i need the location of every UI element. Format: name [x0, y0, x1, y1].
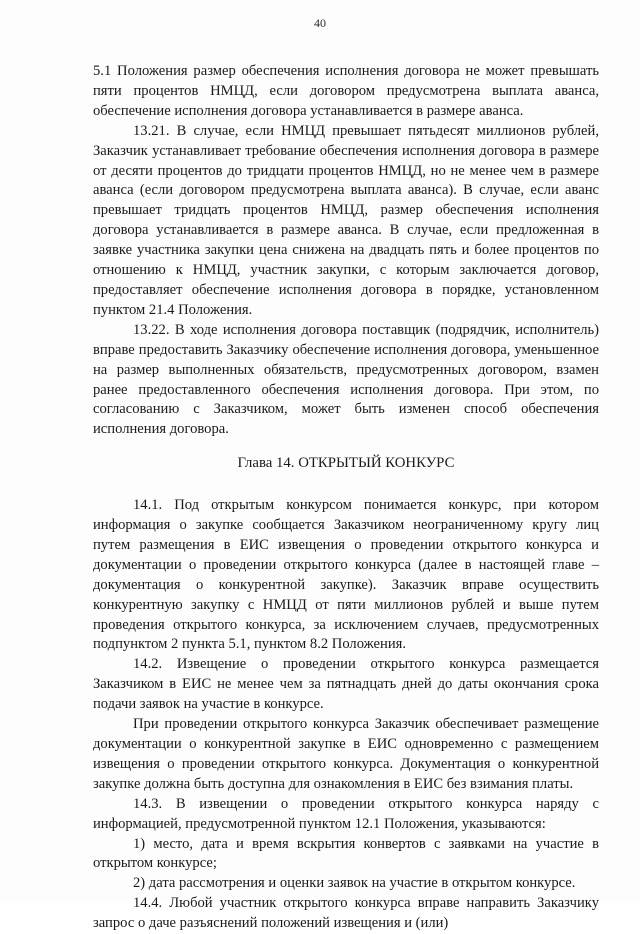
page-number: 40: [314, 16, 326, 30]
paragraph-13-22: 13.22. В ходе исполнения договора поставщик (подрядчик, исполнитель) вправе предоставить Заказчику обеспечение исполнения договора, уменьшенное на размер выполненных обязательств, предусмотренных договором, взамен ранее предоставленного обеспечения исполнения договора. При этом, по согласованию с Заказчиком, может быть изменен способ обеспечения исполнения договора.: [93, 321, 599, 438]
paragraph-13-21: 13.21. В случае, если НМЦД превышает пятьдесят миллионов рублей, Заказчик устанавливает требование обеспечения исполнения договора в размере от десяти процентов до тридцати процентов НМЦД, но не менее чем в размере аванса (если договором предусмотрена выплата аванса). В случае, если аванс превышает тридцать процентов НМЦД, размер обеспечения исполнения договора устанавливается в размере аванса. В случае, если предложенная в заявке участника закупки цена снижена на двадцать пять и более процентов по отношению к НМЦД, участник закупки, с которым заключается договор, предоставляет обеспечение исполнения договора в порядке, установленном пунктом 21.4 Положения.: [93, 122, 599, 318]
paragraph-14-3: 14.3. В извещении о проведении открытого конкурса наряду с информацией, предусмотренной пунктом 12.1 Положения, указываются:: [93, 795, 599, 832]
paragraph-5-1-continuation: 5.1 Положения размер обеспечения исполнения договора не может превышать пяти процентов НМЦД, если договором предусмотрена выплата аванса, обеспечение исполнения договора устанавливается в размере аванса.: [93, 63, 599, 119]
document-body: [93, 62, 599, 934]
paragraph-14-2: 14.2. Извещение о проведении открытого конкурса размещается Заказчиком в ЕИС не менее чем за пятнадцать дней до даты окончания срока подачи заявок на участие в конкурсе.: [93, 656, 599, 713]
paragraph-14-4: 14.4. Любой участник открытого конкурса вправе направить Заказчику запрос о даче разъяснений положений извещения и (или): [93, 895, 599, 932]
chapter-heading: Глава 14. ОТКРЫТЫЙ КОНКУРС: [237, 455, 455, 472]
paragraph-14-2-continuation: При проведении открытого конкурса Заказчик обеспечивает размещение документации о конкурентной закупке в ЕИС одновременно с размещением извещения о проведении открытого конкурса. Документация о конкурентной закупке должна быть доступна для ознакомления в ЕИС без взимания платы.: [93, 716, 599, 792]
list-item-1: 1) место, дата и время вскрытия конвертов с заявками на участие в открытом конкурсе;: [93, 835, 599, 872]
paragraph-14-1: 14.1. Под открытым конкурсом понимается конкурс, при котором информация о закупке сообщается Заказчиком неограниченному кругу лиц путем размещения в ЕИС извещения о проведении открытого конкурса и документации о проведении открытого конкурса (далее в настоящей главе – документация о конкурентной закупке). Заказчик вправе осуществить конкурентную закупку с НМЦД от пяти миллионов рублей и выше путем проведения открытого конкурса, за исключением случаев, предусмотренных подпунктом 2 пункта 5.1, пунктом 8.2 Положения.: [93, 497, 599, 653]
list-item-2: 2) дата рассмотрения и оценки заявок на участие в открытом конкурсе.: [133, 875, 576, 892]
